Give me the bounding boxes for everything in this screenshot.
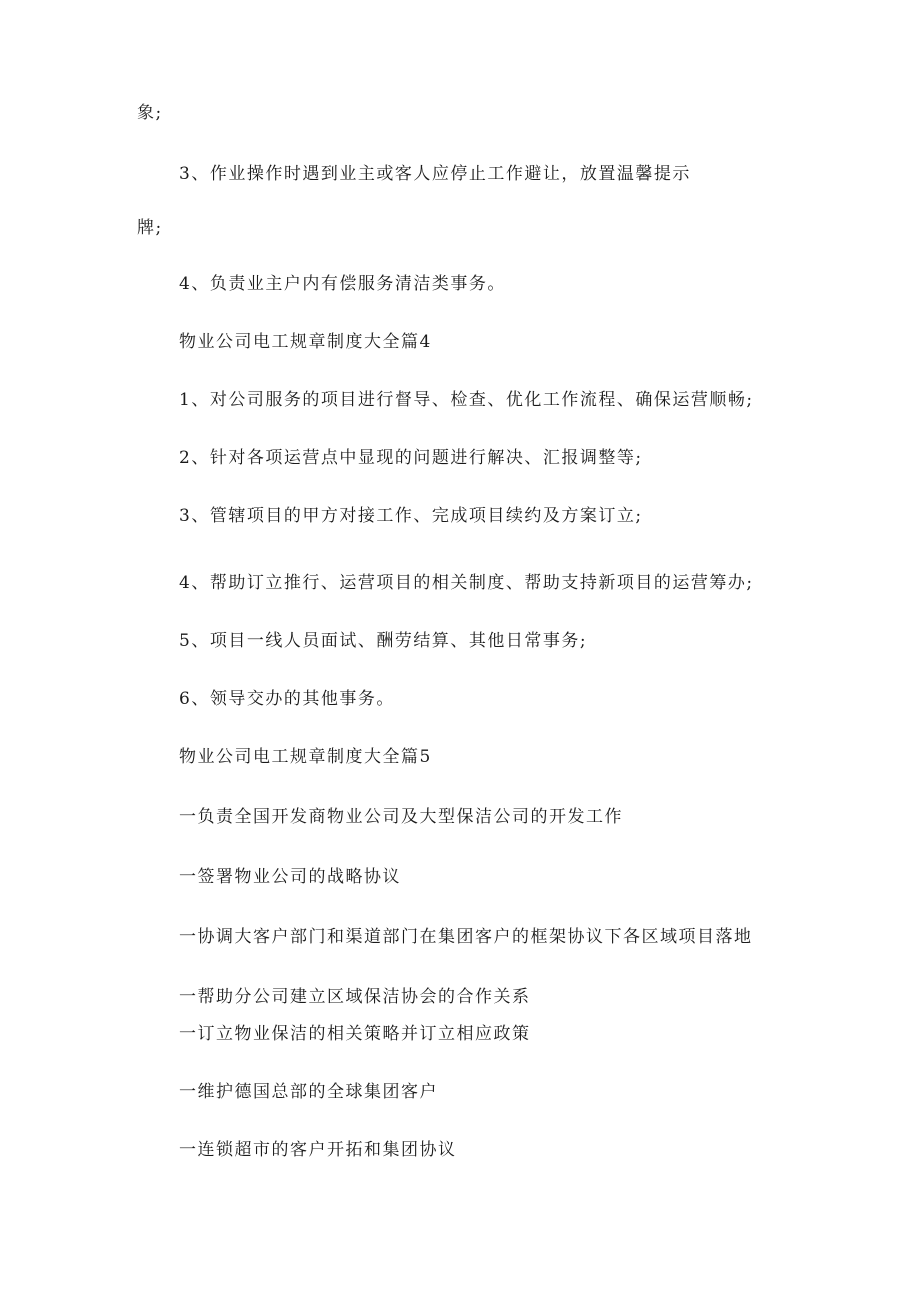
section-heading-4: 物业公司电工规章制度大全篇4 [179,332,432,352]
section4-item-1: 1、对公司服务的项目进行督导、检查、优化工作流程、确保运营顺畅; [179,390,754,410]
section5-item-7: 一连锁超市的客户开拓和集团协议 [179,1140,457,1160]
list-item-3: 3、作业操作时遇到业主或客人应停止工作避让，放置温馨提示 [179,164,691,184]
continuation-line-1: 象; [137,103,163,123]
section5-item-6: 一维护德国总部的全球集团客户 [179,1082,438,1102]
section4-item-3: 3、管辖项目的甲方对接工作、完成项目续约及方案订立; [179,506,643,526]
section4-item-4: 4、帮助订立推行、运营项目的相关制度、帮助支持新项目的运营筹办; [179,573,754,593]
section5-item-3: 一协调大客户部门和渠道部门在集团客户的框架协议下各区域项目落地 [179,927,753,947]
section5-item-4: 一帮助分公司建立区域保洁协会的合作关系 [179,987,531,1007]
section-heading-5: 物业公司电工规章制度大全篇5 [179,747,432,767]
section4-item-6: 6、领导交办的其他事务。 [179,689,395,709]
list-item-4: 4、负责业主户内有偿服务清洁类事务。 [179,274,506,294]
section5-item-5: 一订立物业保洁的相关策略并订立相应政策 [179,1024,531,1044]
section4-item-2: 2、针对各项运营点中显现的问题进行解决、汇报调整等; [179,448,643,468]
continuation-line-2: 牌; [137,218,163,238]
section5-item-1: 一负责全国开发商物业公司及大型保洁公司的开发工作 [179,807,623,827]
section4-item-5: 5、项目一线人员面试、酬劳结算、其他日常事务; [179,631,588,651]
section5-item-2: 一签署物业公司的战略协议 [179,867,401,887]
